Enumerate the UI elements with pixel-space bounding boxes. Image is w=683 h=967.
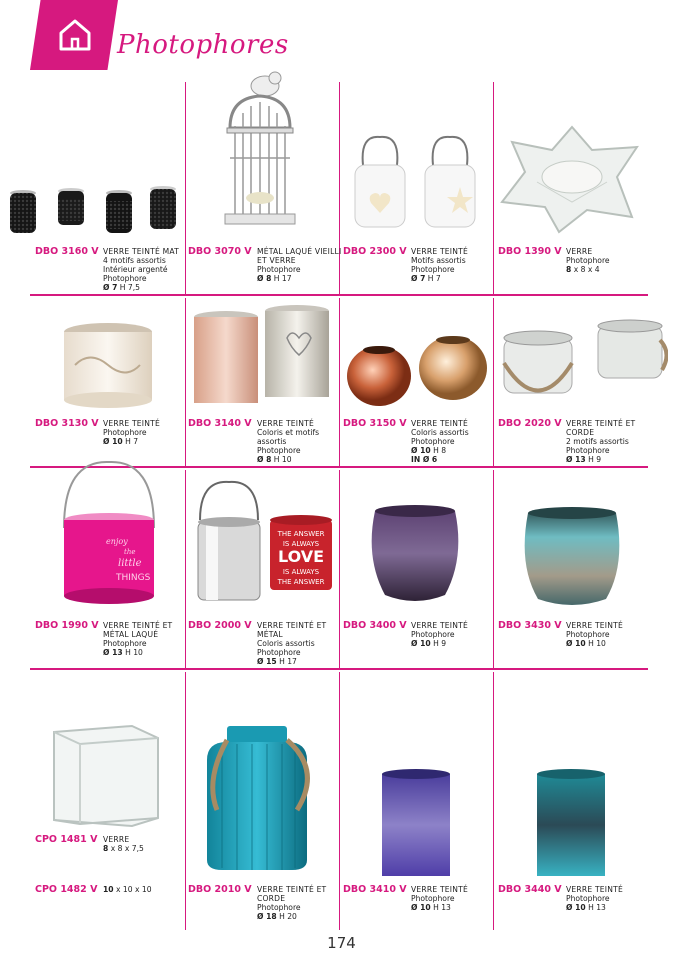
description-line: VERRE TEINTÉ ET CORDE [566,419,636,437]
product-image-dbo3070 [215,68,305,238]
dimension-main: 8 [103,844,109,853]
description-line: Photophore [411,437,455,446]
dimension-main: Ø 10 [566,639,586,648]
dimension-main: Ø 13 [103,648,123,657]
product-dimensions [411,639,499,648]
tin-text-3: LOVE [277,547,325,566]
row-divider [30,294,648,296]
product-description [411,885,499,912]
product-image-dbo1390 [497,122,647,237]
product-dimensions [257,657,345,666]
description-line: Photophore [257,446,301,455]
description-line: Coloris assortis [257,639,315,648]
description-line: Photophore [103,639,147,648]
product-dimensions [103,648,191,657]
tin-text-2: IS ALWAYS [282,540,320,548]
dimension-rest: H 7 [122,437,139,446]
dimension-main: Ø 8 [257,455,272,464]
dimension-rest: H 13 [430,903,451,912]
decor-script-4: THINGS [116,573,151,583]
description-line: Photophore [566,256,610,265]
description-line: VERRE TEINTÉ [566,621,623,630]
product-description [103,835,191,853]
description-line: VERRE TEINTÉ ET CORDE [257,885,327,903]
dimension-rest: x 8 x 4 [571,265,600,274]
product-dimensions [103,437,191,446]
product-dimensions [411,903,499,912]
dimension-main: Ø 10 [103,437,123,446]
product-description [566,885,654,912]
product-description [566,247,654,274]
description-line: VERRE TEINTÉ ET MÉTAL LAQUÉ [103,621,173,639]
description-line: Photophore [566,630,610,639]
dimension-main: Ø 15 [257,657,277,666]
dimension-main: Ø 8 [257,274,272,283]
description-line: Photophore [103,274,147,283]
product-code: DBO 2300 V [343,246,407,257]
description-line: VERRE TEINTÉ [566,885,623,894]
product-dimensions [257,274,345,283]
product-dimensions [103,283,191,292]
description-line: Photophore [103,428,147,437]
product-image-dbo2300 [345,135,485,235]
description-line: VERRE TEINTÉ [257,419,314,428]
home-icon [55,15,95,55]
dimension-rest: x 8 x 7,5 [108,844,144,853]
dimension-rest: H 20 [276,912,297,921]
tin-text-1: THE ANSWER [277,530,325,538]
product-code: DBO 3070 V [188,246,252,257]
product-dimensions [257,455,345,464]
product-code: DBO 2010 V [188,884,252,895]
page-title: Photophores [117,30,289,60]
product-description [411,621,499,648]
dimension-main: Ø 7 [411,274,426,283]
product-description [103,419,191,446]
product-code: DBO 3400 V [343,620,407,631]
description-line: Photophore [257,265,301,274]
dimension-main: Ø 10 [411,903,431,912]
product-description [257,247,345,283]
tin-text-4: IS ALWAYS [282,568,320,576]
dimension-main: Ø 13 [566,455,586,464]
product-description [103,621,191,657]
description-line: Photophore [257,648,301,657]
product-code: CPO 1481 V [35,834,98,845]
dimension-main: Ø 18 [257,912,277,921]
description-line: Coloris et motifs assortis [257,428,320,446]
product-code: DBO 1990 V [35,620,99,631]
product-description [566,419,654,464]
description-line: VERRE [103,835,130,844]
dimension-rest: H 10 [271,455,292,464]
decor-script-1: enjoy [106,537,128,546]
product-image-dbo2020 [500,318,668,403]
dimension-rest: H 13 [585,903,606,912]
product-description [103,885,191,894]
dimension-rest: H 17 [271,274,292,283]
dimension-rest: H 9 [430,639,447,648]
dimension-rest: H 7,5 [117,283,141,292]
product-code: DBO 3430 V [498,620,562,631]
dimension-rest: x 10 x 10 [113,885,152,894]
product-dimensions [566,903,654,912]
product-code: DBO 2020 V [498,418,562,429]
product-description [257,419,345,464]
product-dimensions [566,639,654,648]
description-line: VERRE [566,247,593,256]
description-line: Photophore [411,265,455,274]
dimension-rest: H 7 [425,274,441,283]
dimension-main: Ø 10 [411,639,431,648]
dimension-inner: IN Ø 6 [411,455,438,464]
product-dimensions [566,455,654,464]
product-description [566,621,654,648]
product-dimensions [566,265,654,274]
product-image-dbo3160 [5,183,185,238]
product-image-dbo3150 [343,330,491,410]
description-line: Intérieur argenté [103,265,168,274]
dimension-main: 8 [566,265,572,274]
dimension-main: Ø 10 [566,903,586,912]
description-line: Coloris assortis [411,428,469,437]
product-code: DBO 3140 V [188,418,252,429]
product-description [411,419,499,464]
description-line: Photophore [411,894,455,903]
product-code: DBO 1390 V [498,246,562,257]
decor-script-2: the [124,548,136,556]
description-line: VERRE TEINTÉ MAT [103,247,179,256]
dimension-main: 10 [103,885,114,894]
product-image-dbo1990 [56,458,162,610]
product-code: DBO 2000 V [188,620,252,631]
product-dimensions [411,446,499,455]
row-divider [30,668,648,670]
product-dimensions [411,274,499,283]
description-line: Photophore [566,894,610,903]
product-image-dbo3410 [380,768,452,880]
tin-text-5: THE ANSWER [277,578,325,586]
product-code: DBO 3130 V [35,418,99,429]
product-image-dbo3140 [192,303,336,408]
product-code: DBO 3410 V [343,884,407,895]
dimension-main: Ø 10 [411,446,431,455]
description-line: VERRE TEINTÉ [411,621,468,630]
product-code: CPO 1482 V [35,884,98,895]
description-line: Photophore [411,630,455,639]
product-description [257,885,345,921]
decor-script-3: little [118,558,142,569]
product-dimensions [257,912,345,921]
product-code: DBO 3440 V [498,884,562,895]
description-line: VERRE TEINTÉ [411,885,468,894]
product-description [257,621,345,666]
product-image-dbo3440 [535,768,607,880]
description-line: VERRE TEINTÉ ET MÉTAL [257,621,327,639]
description-line: VERRE TEINTÉ [411,419,468,428]
dimension-rest: H 17 [276,657,297,666]
product-description [103,247,191,292]
page-number: 174 [327,934,356,952]
dimension-rest: H 10 [122,648,143,657]
description-line: VERRE TEINTÉ [411,247,468,256]
description-line: Photophore [257,903,301,912]
product-description [411,247,499,283]
description-line: 4 motifs assortis [103,256,166,265]
description-line: Photophore [566,446,610,455]
product-image-dbo3400 [365,503,465,606]
dimension-rest: H 9 [585,455,602,464]
product-image-dbo3130 [60,320,156,410]
dimension-rest: H 10 [585,639,606,648]
product-image-dbo2000 [194,480,336,605]
description-line: VERRE TEINTÉ [103,419,160,428]
product-image-dbo3430 [522,505,622,608]
product-code: DBO 3150 V [343,418,407,429]
product-image-cpo1481 [50,720,162,830]
product-dimensions [103,885,191,894]
product-image-dbo2010 [197,720,325,880]
dimension-main: Ø 7 [103,283,118,292]
description-line: MÉTAL LAQUÉ VIEILLI ET VERRE [257,247,342,265]
description-line: Motifs assortis [411,256,466,265]
product-code: DBO 3160 V [35,246,99,257]
description-line: 2 motifs assortis [566,437,629,446]
dimension-rest: H 8 [430,446,447,455]
product-dimensions [103,844,191,853]
